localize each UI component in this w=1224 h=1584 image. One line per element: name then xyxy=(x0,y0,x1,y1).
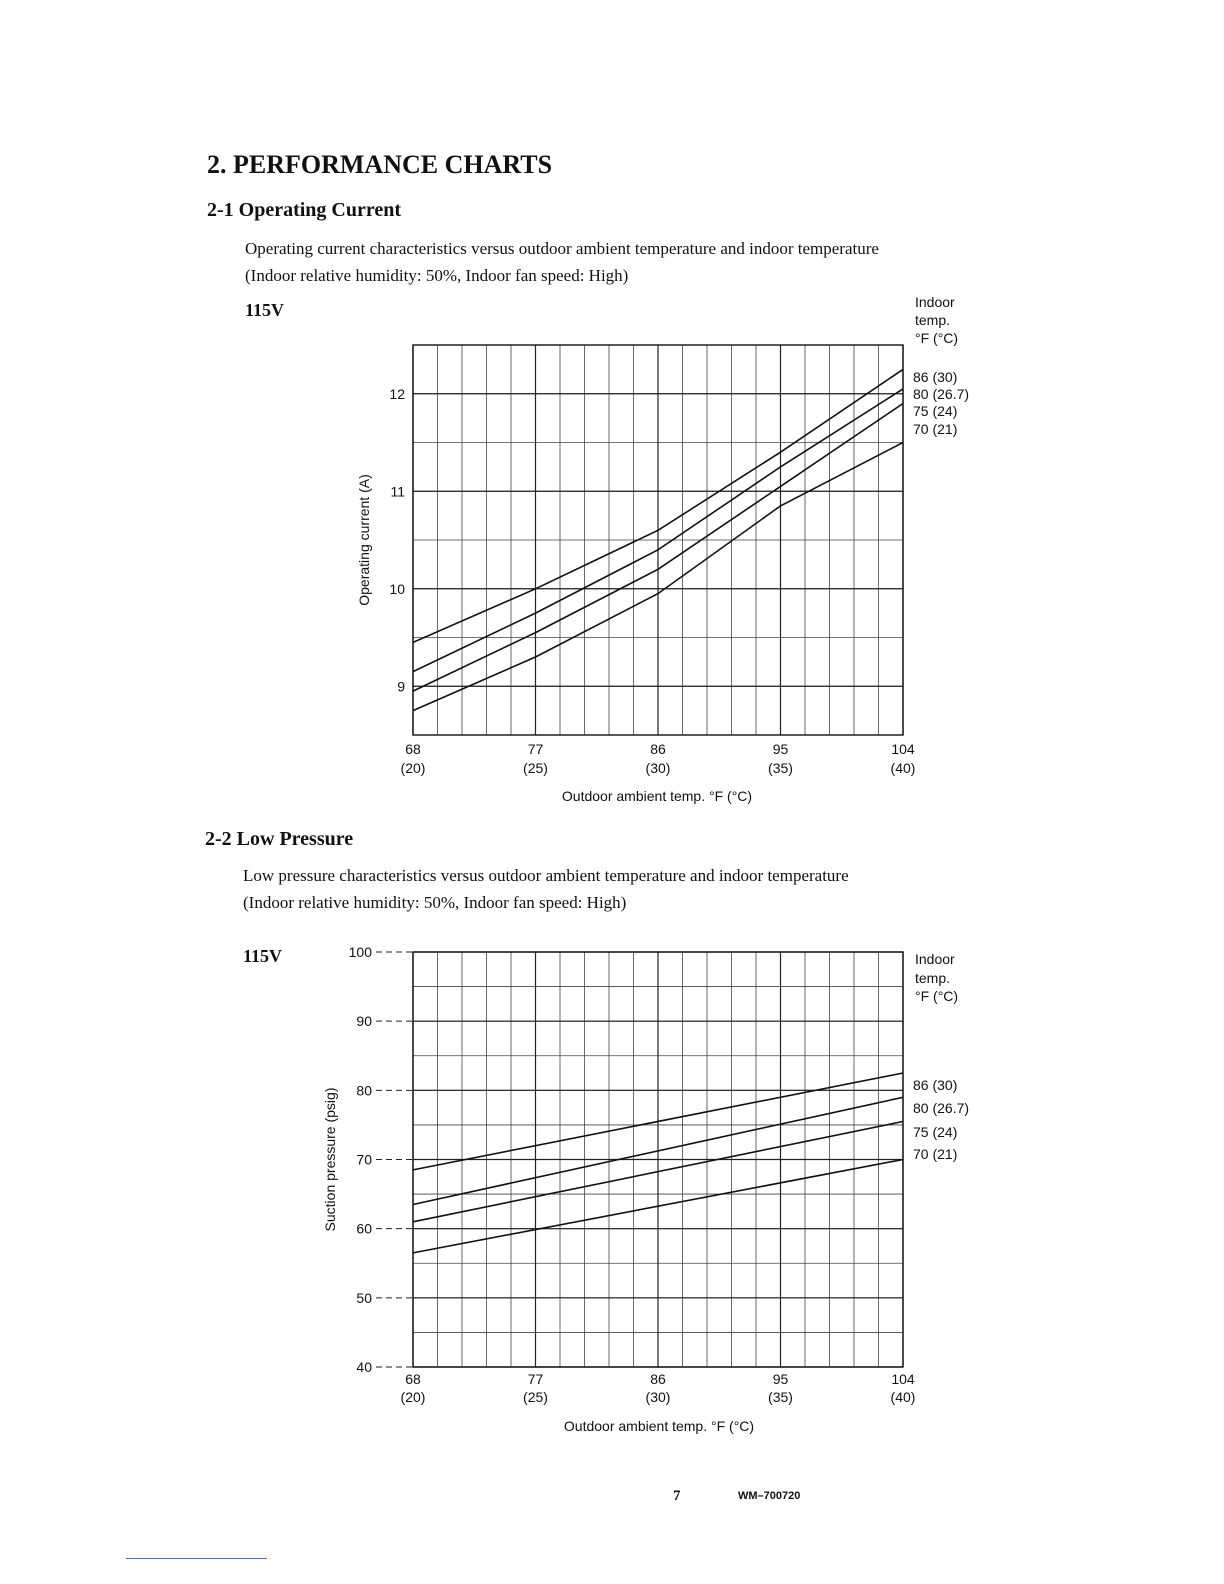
description-line-1: Low pressure characteristics versus outdoor ambient temperature and indoor temperature xyxy=(243,866,849,885)
x-axis-label: Outdoor ambient temp. °F (°C) xyxy=(563,1418,755,1434)
legend-entry: 86 (30) xyxy=(913,1077,958,1093)
y-axis-label: Suction pressure (psig) xyxy=(322,1087,338,1232)
x-tick-sublabel: (25) xyxy=(523,760,548,776)
legend-entry: 80 (26.7) xyxy=(913,1100,970,1116)
legend-title-line: °F (°C) xyxy=(915,988,959,1004)
x-tick-sublabel: (40) xyxy=(890,1389,916,1405)
bottom-rule xyxy=(126,1558,267,1559)
y-tick-label: 9 xyxy=(397,678,405,695)
x-tick-sublabel: (30) xyxy=(645,1389,671,1405)
legend-title-line: temp. xyxy=(915,312,951,328)
x-tick-label: 68 xyxy=(405,741,421,757)
legend-title-line: Indoor xyxy=(915,294,955,310)
legend-entry: 86 (30) xyxy=(913,369,958,385)
y-tick-label: 40 xyxy=(356,1359,372,1375)
x-tick-label: 104 xyxy=(891,741,915,757)
page-title: 2. PERFORMANCE CHARTS xyxy=(207,150,553,179)
document-code: WM–700720 xyxy=(738,1490,801,1502)
x-tick-label: 77 xyxy=(527,1371,544,1387)
section-heading-low-pressure: 2-2 Low Pressure xyxy=(205,828,354,850)
x-tick-sublabel: (35) xyxy=(768,760,793,776)
voltage-label: 115V xyxy=(243,946,283,966)
section-heading-operating-current: 2-1 Operating Current xyxy=(207,199,402,221)
page-number: 7 xyxy=(673,1488,681,1504)
description-line-2: (Indoor relative humidity: 50%, Indoor fan speed: High) xyxy=(243,893,627,912)
x-tick-sublabel: (20) xyxy=(400,1389,426,1405)
x-axis-label: Outdoor ambient temp. °F (°C) xyxy=(561,788,753,804)
y-axis-label: Operating current (A) xyxy=(356,474,372,606)
x-tick-label: 68 xyxy=(405,1371,421,1387)
x-tick-label: 95 xyxy=(772,1371,789,1387)
y-tick-label: 90 xyxy=(356,1013,372,1030)
x-tick-label: 86 xyxy=(650,741,666,757)
y-tick-label: 60 xyxy=(356,1220,372,1237)
legend-title-line: °F (°C) xyxy=(915,330,959,346)
description-line-1: Operating current characteristics versus outdoor ambient temperature and indoor temperature xyxy=(245,239,879,258)
legend-title-line: temp. xyxy=(915,970,951,986)
legend-entry: 75 (24) xyxy=(913,403,958,419)
x-tick-sublabel: (25) xyxy=(523,1389,548,1405)
voltage-label: 115V xyxy=(245,300,285,320)
y-tick-label: 80 xyxy=(356,1082,372,1099)
x-tick-sublabel: (20) xyxy=(400,760,426,776)
y-tick-label: 11 xyxy=(390,483,405,500)
x-tick-label: 77 xyxy=(527,741,544,757)
y-tick-label: 100 xyxy=(348,944,372,960)
y-tick-label: 50 xyxy=(356,1289,372,1306)
x-tick-sublabel: (30) xyxy=(645,760,671,776)
legend-title-line: Indoor xyxy=(915,951,955,967)
legend-entry: 75 (24) xyxy=(913,1124,958,1140)
y-tick-label: 10 xyxy=(389,580,405,597)
x-tick-label: 86 xyxy=(650,1371,666,1387)
legend-entry: 70 (21) xyxy=(913,421,958,437)
description-line-2: (Indoor relative humidity: 50%, Indoor fan speed: High) xyxy=(245,266,629,285)
x-tick-sublabel: (35) xyxy=(768,1389,793,1405)
y-tick-label: 70 xyxy=(356,1151,372,1168)
legend-entry: 80 (26.7) xyxy=(913,386,970,402)
x-tick-label: 104 xyxy=(891,1371,915,1387)
y-tick-label: 12 xyxy=(389,385,405,402)
legend-entry: 70 (21) xyxy=(913,1146,958,1162)
x-tick-sublabel: (40) xyxy=(890,760,916,776)
x-tick-label: 95 xyxy=(772,741,789,757)
